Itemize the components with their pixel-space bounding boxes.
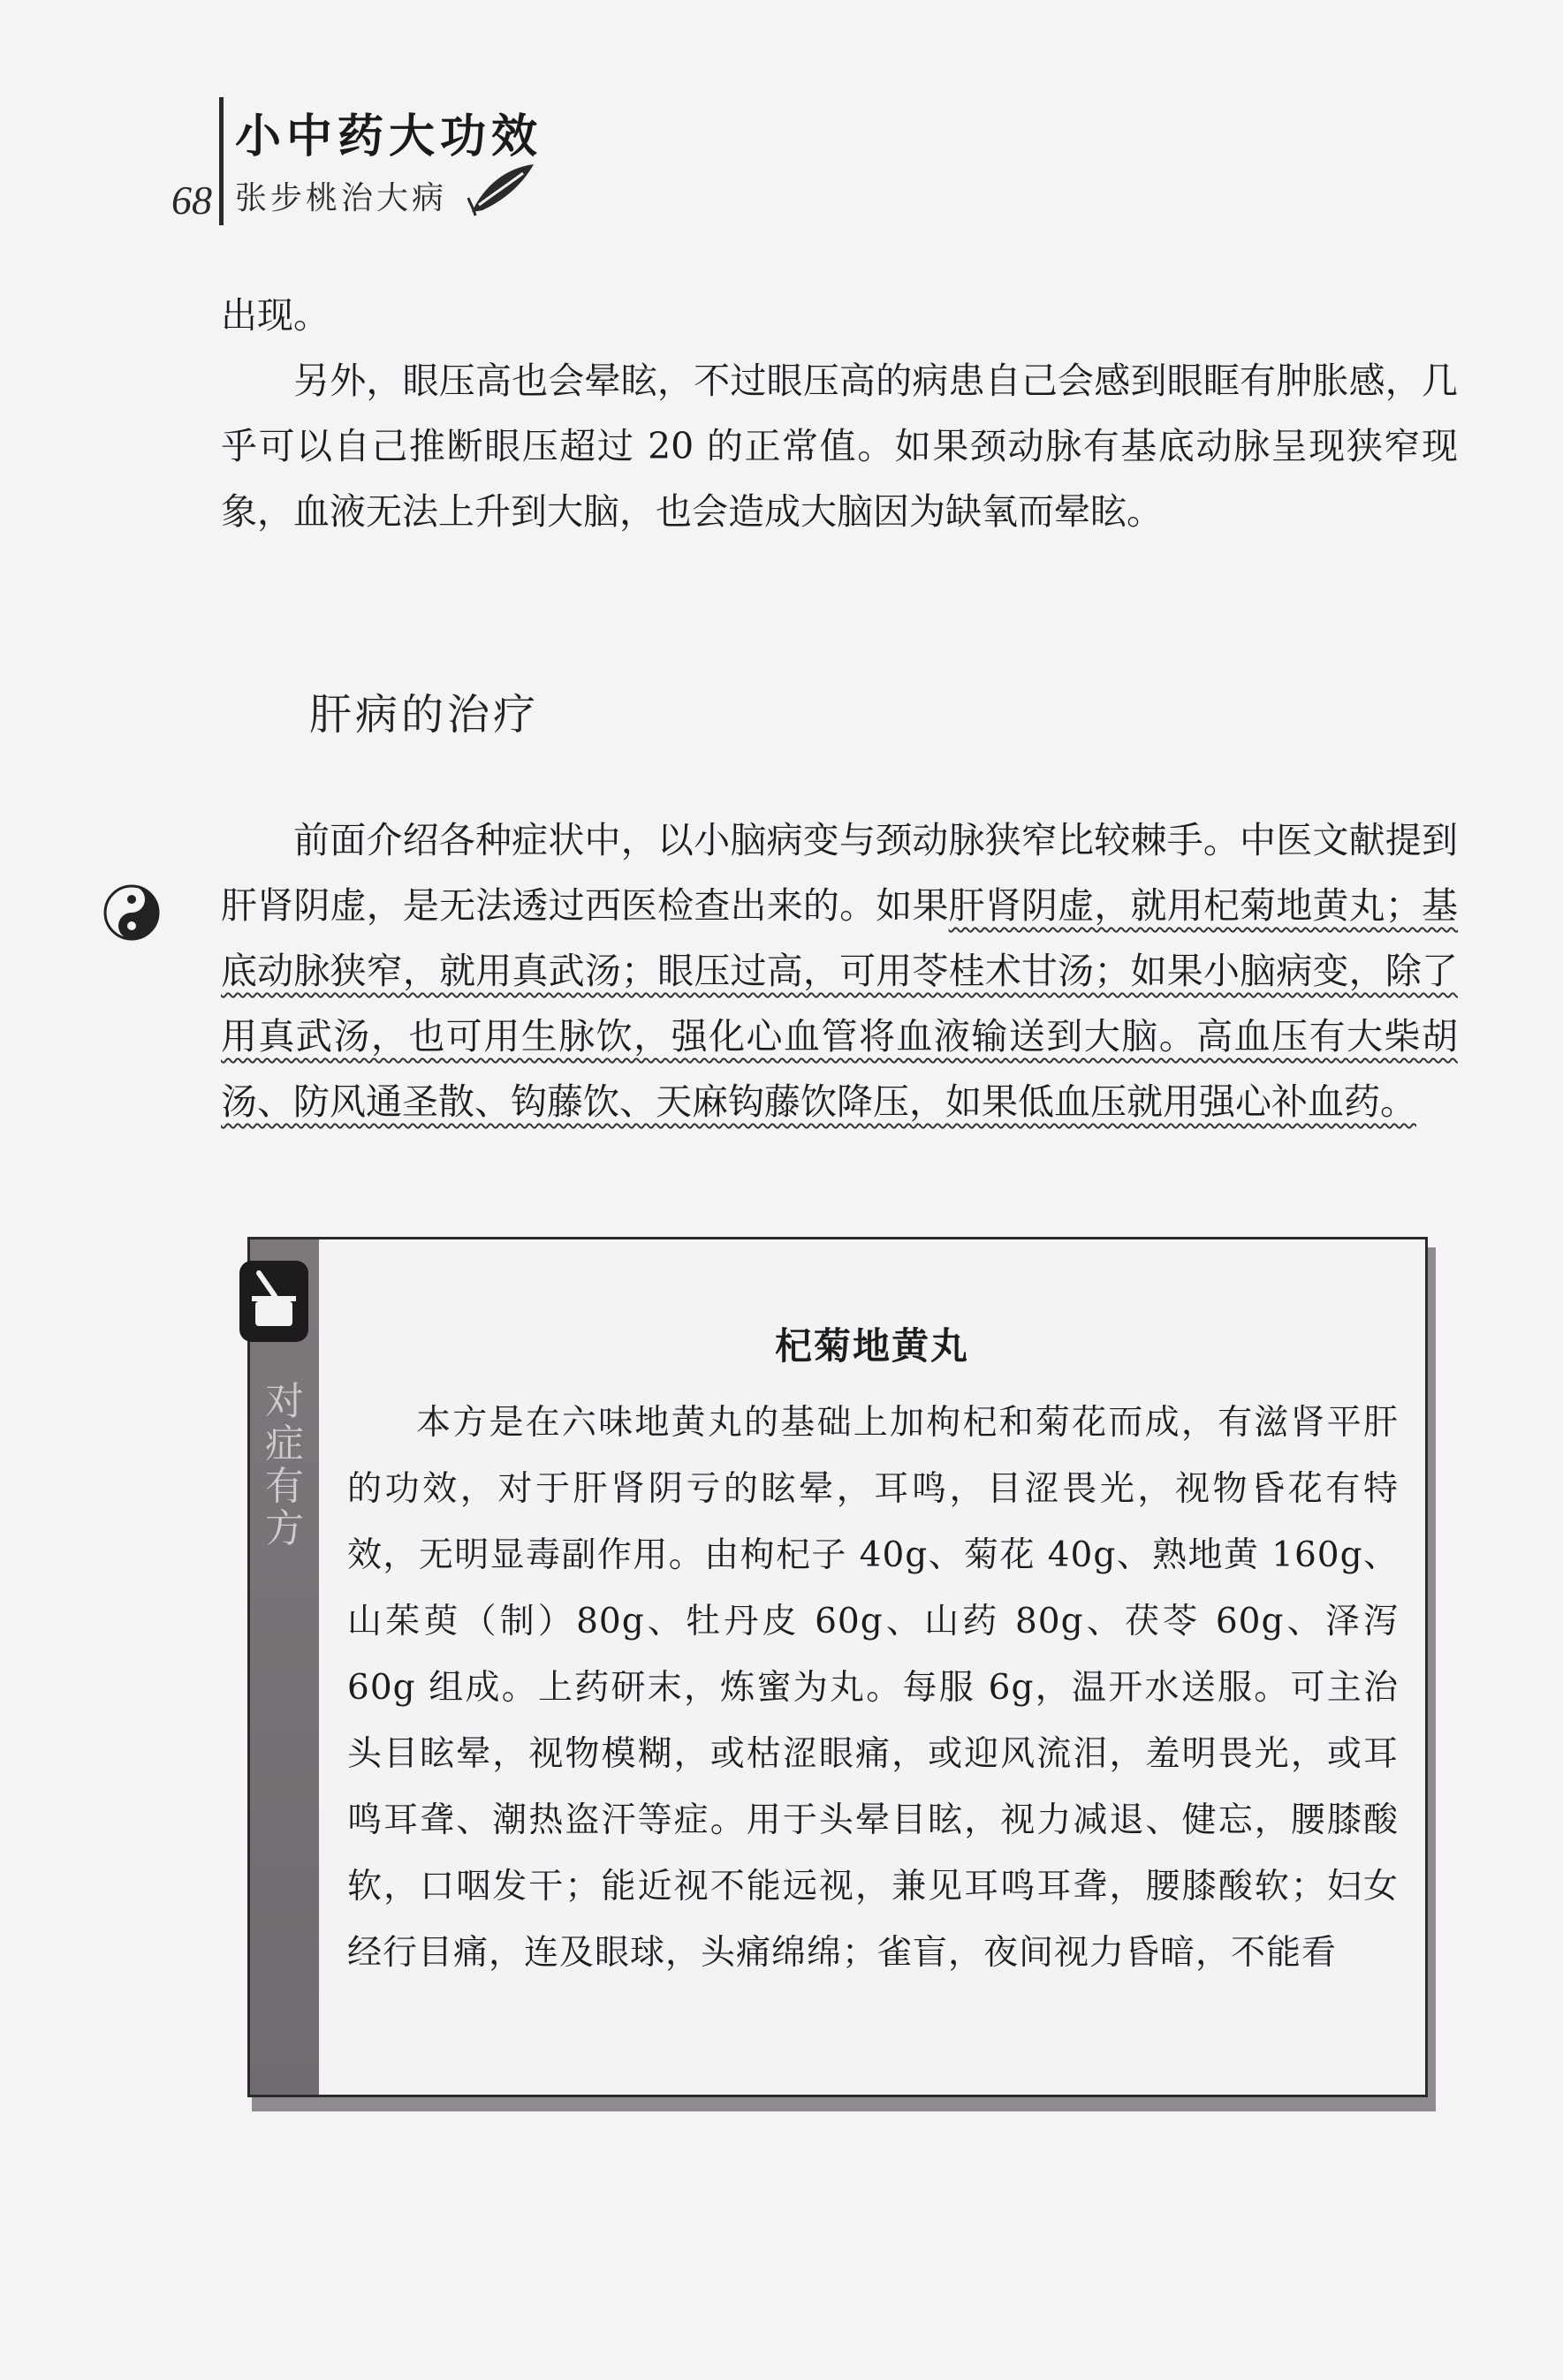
page-number: 68 xyxy=(171,178,212,223)
wavy-underlined-text: 肝肾阴虚，就用杞菊地黄丸；基底动脉狭窄，就用真武汤；眼压过高，可用苓桂术甘汤；如果小脑病变，除了用真武汤，也可用生脉饮，强化心血管将血液输送到大脑。高血压有大柴胡汤、防风通圣散、钩藤饮、天麻钩藤饮降压，如果低血压就用强心补血药。 xyxy=(221,884,1459,1123)
feather-ink-icon xyxy=(467,159,537,221)
running-header xyxy=(141,97,671,225)
paragraph-text xyxy=(221,807,1458,1134)
sidebox-title: 杞菊地黄丸 xyxy=(774,1324,969,1368)
paragraph-liver-treatment xyxy=(221,807,1458,1134)
mortar-pestle-icon xyxy=(236,1255,312,1345)
book-subtitle: 张步桃治大病 xyxy=(235,180,448,216)
paragraph-text: 另外，眼压高也会晕眩，不过眼压高的病患自己会感到眼眶有肿胀感，几乎可以自己推断眼压超过 20 的正常值。如果颈动脉有基底动脉呈现狭窄现象，血液无法上升到大脑，也会造成大脑因为缺氧而晕眩。 xyxy=(221,360,1458,533)
sidebox-side-strip xyxy=(250,1239,319,2095)
yin-yang-icon xyxy=(102,883,161,942)
paragraph-continuation xyxy=(221,283,1458,348)
sidebox-text: 本方是在六味地黄丸的基础上加枸杞和菊花而成，有滋肾平肝的功效，对于肝肾阴亏的眩晕，耳鸣，目涩畏光，视物昏花有特效，无明显毒副作用。由枸杞子 40g、菊花 40g、熟地黄 160g、山茱萸（制）80g、牡丹皮 60g、山药 80g、茯苓 60g、泽泻 60g 组成。上药研末，炼蜜为丸。每服 6g，温开水送服。可主治头目眩晕，视物模糊，或枯涩眼痛，或迎风流泪，羞明畏光，或耳鸣耳聋、潮热盗汗等症。用于头晕目眩，视力减退、健忘，腰膝酸软，口咽发干；能近视不能远视，兼见耳鸣耳聋，腰膝酸软；妇女经行目痛，连及眼球，头痛绵绵；雀盲，夜间视力昏暗，不能看 xyxy=(347,1403,1399,1973)
paragraph-lead: 前面介绍各种症状中，以小脑病变与颈动脉狭窄比较棘手。中医文献提到肝肾阴虚，是无法透过西医检查出来的。如果 xyxy=(221,819,1458,927)
prescription-sidebox xyxy=(247,1237,1428,2097)
book-title: 小中药大功效 xyxy=(235,110,543,163)
paragraph-eye-pressure xyxy=(221,348,1458,544)
sidebox-side-label: 对症有方 xyxy=(265,1379,304,1551)
header-divider xyxy=(219,97,224,225)
paragraph-text: 出现。 xyxy=(221,294,330,337)
section-heading: 肝病的治疗 xyxy=(309,690,540,739)
